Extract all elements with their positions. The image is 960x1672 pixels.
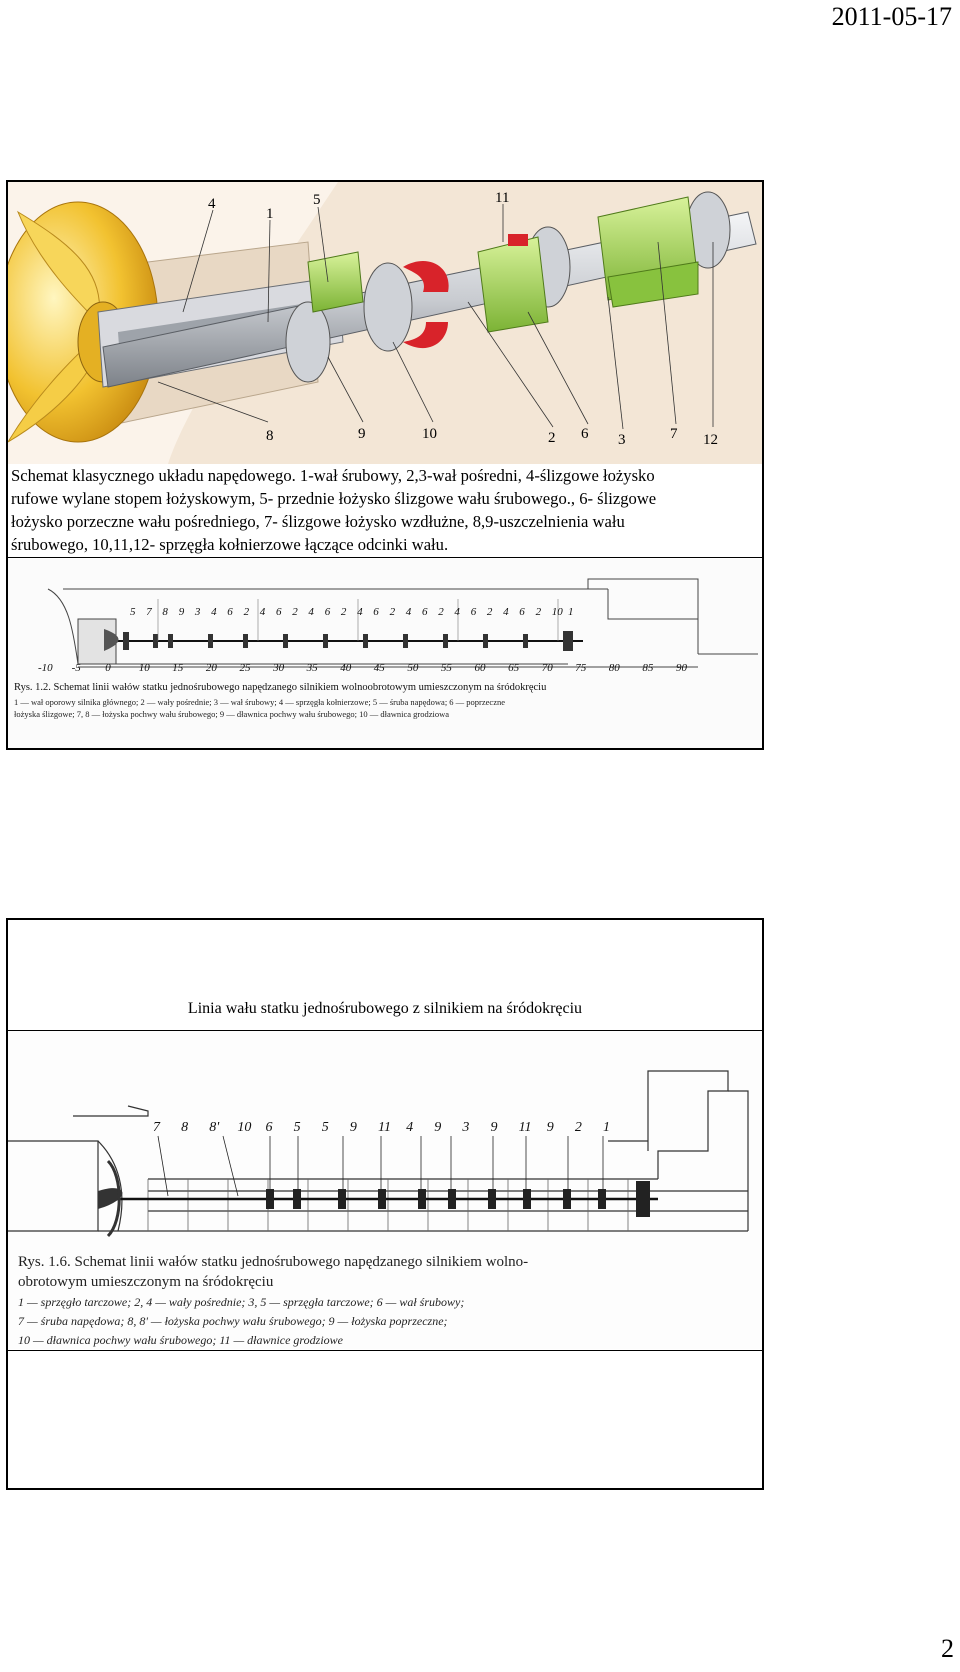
fig-1-6-top-label: 2 (574, 1120, 582, 1135)
fig-1-6-svg (8, 1031, 762, 1349)
fig-1-2-top-label: 10 (551, 606, 563, 618)
fig-1-2-top-label: 6 (324, 606, 331, 618)
page-number: 2 (941, 1634, 954, 1663)
fig-1-2-scale-label: 90 (676, 662, 687, 674)
fig-1-6-top-label: 9 (434, 1120, 442, 1135)
fig-1-6-legend-line: 7 — śruba napędowa; 8, 8' — łożyska pochwy wału śrubowego; 9 — łożyska poprzeczne; (18, 1314, 448, 1328)
fig-1-2-top-label: 6 (276, 606, 282, 618)
fig-1-2-legend-line: 1 — wał oporowy silnika głównego; 2 — wały pośrednie; 3 — wał śrubowy; 4 — sprzęgła kołnierzowe; 5 — śruba napędowa; 6 — poprzeczne (14, 697, 505, 707)
fig-1-2-top-label: 3 (194, 606, 201, 618)
divider (8, 557, 762, 558)
fig-1-2-top-label: 2 (389, 606, 396, 618)
fig-1-2-top-label: 6 (470, 606, 477, 618)
fig-1-2-scale-label: 70 (541, 662, 553, 674)
propulsion-system-illustration (8, 182, 762, 464)
fig-1-6-top-label: 8 (181, 1120, 189, 1135)
fig-1-2-scale-label: 55 (440, 662, 452, 674)
fig-1-2-caption-title: Rys. 1.2. Schemat linii wałów statku jednośrubowego napędzanego silnikiem wolnoobrotowym umieszczonym na śródokręciu (14, 682, 547, 693)
fig-1-2-scale-label: 75 (575, 662, 587, 674)
photo-label: 4 (208, 196, 216, 212)
caption-line: Schemat klasycznego układu napędowego. 1-wał śrubowy, 2,3-wał pośredni, 4-ślizgowe łożysko (11, 466, 655, 485)
fig-1-2-top-label: 6 (519, 606, 525, 618)
fig-1-2-scale-label: 30 (273, 662, 285, 674)
fig-1-6-legend-line: 10 — dławnica pochwy wału śrubowego; 11 — dławnice grodziowe (18, 1333, 343, 1347)
fig-1-6-top-label: 8' (209, 1120, 220, 1135)
photo-label: 2 (548, 430, 556, 446)
fig-1-2-top-label: 2 (486, 606, 493, 618)
photo-label: 5 (313, 192, 321, 208)
photo-label: 11 (495, 190, 510, 206)
fig-1-6-top-label: 3 (462, 1120, 470, 1135)
fig-1-2-scale-label: 25 (239, 662, 251, 674)
slide2-caption: Linia wału statku jednośrubowego z silnikiem na śródokręciu (187, 1000, 583, 1017)
fig-1-2-top-label: 1 (568, 606, 574, 618)
photo-label: 10 (422, 426, 437, 442)
fig-1-2-scale-label: 35 (306, 662, 318, 674)
fig-1-2-scale-label: 45 (373, 662, 385, 674)
fig-1-2-top-label: 2 (243, 606, 250, 618)
fig-1-2-legend-line: łożyska ślizgowe; 7, 8 — łożyska pochwy wału śrubowego; 9 — dławnica pochwy wału śrubowego; 10 — dławnica grodziowa (14, 709, 450, 719)
slide-single-screw-shaft-line (6, 918, 764, 1490)
fig-1-2-scale-label: 20 (205, 662, 217, 674)
date-header: 2011-05-17 (831, 2, 952, 31)
fig-1-2-top-label: 2 (340, 606, 347, 618)
fig-1-2-top-label: 7 (146, 606, 152, 618)
slide-propulsion-schematic (6, 180, 764, 750)
fig-1-2-scale-label: 60 (474, 662, 486, 674)
fig-1-2-top-label: 6 (227, 606, 233, 618)
fig-1-2-top-label: 2 (535, 606, 542, 618)
slide1-caption (11, 464, 759, 556)
fig-1-2-top-label: 4 (357, 606, 363, 618)
fig-1-2-scale-label: 50 (407, 662, 419, 674)
fig-1-6-top-label: 6 (265, 1120, 273, 1135)
photo-label: 9 (358, 426, 366, 442)
fig-1-2-scale-label: 15 (172, 662, 184, 674)
fig-1-2-top-label: 4 (211, 606, 217, 618)
fig-1-6-caption-line: obrotowym umieszczonym na śródokręciu (18, 1274, 274, 1290)
fig-1-2-top-label: 9 (178, 606, 185, 618)
fig-1-2-top-label: 6 (373, 606, 379, 618)
fig-1-6-top-label: 9 (349, 1120, 357, 1135)
fig-1-6-top-label: 11 (518, 1120, 532, 1135)
fig-1-2-top-label: 2 (292, 606, 298, 618)
caption-line: rufowe wylane stopem łożyskowym, 5- przednie łożysko ślizgowe wału śrubowego., 6- ślizgowe (11, 489, 657, 508)
fig-1-6-top-label: 4 (406, 1120, 414, 1135)
propulsion-illustration-svg (8, 182, 762, 464)
photo-label: 3 (618, 432, 626, 448)
fig-1-2-scale-label: 40 (340, 662, 352, 674)
fig-1-2-scale-label: 80 (608, 662, 620, 674)
fig-1-6-top-label: 1 (603, 1120, 610, 1135)
fig-1-2-svg (8, 559, 762, 748)
fig-1-6-top-label: 7 (153, 1120, 160, 1135)
fig-1-6-legend-line: 1 — sprzęgło tarczowe; 2, 4 — wały pośrednie; 3, 5 — sprzęgła tarczowe; 6 — wał śrubowy; (18, 1295, 465, 1309)
divider (8, 1350, 762, 1351)
photo-label: 12 (703, 432, 718, 448)
fig-1-6-top-label: 9 (546, 1120, 554, 1135)
fig-1-2-top-label: 8 (162, 606, 168, 618)
photo-label: 8 (266, 428, 274, 444)
fig-1-2-top-label: 4 (454, 606, 460, 618)
shaft-line-drawing-fig-1-2 (8, 559, 762, 748)
fig-1-6-top-label: 5 (321, 1120, 329, 1135)
caption-line: śrubowego, 10,11,12- sprzęgła kołnierzowe łączące odcinki wału. (11, 535, 449, 554)
photo-label: 7 (670, 426, 678, 442)
photo-label: 1 (266, 206, 274, 222)
fig-1-6-top-label: 10 (237, 1120, 252, 1135)
fig-1-2-top-label: 4 (503, 606, 509, 618)
fig-1-2-scale-label: 85 (642, 662, 654, 674)
fig-1-6-top-label: 9 (490, 1120, 498, 1135)
fig-1-2-scale-label: -5 (71, 662, 81, 674)
fig-1-2-top-label: 6 (422, 606, 428, 618)
fig-1-6-caption-line: Rys. 1.6. Schemat linii wałów statku jednośrubowego napędzanego silnikiem wolno- (18, 1254, 529, 1270)
fig-1-2-scale-label: 10 (138, 662, 150, 674)
fig-1-2-top-label: 2 (438, 606, 444, 618)
fig-1-2-top-label: 4 (259, 606, 266, 618)
photo-label: 6 (581, 426, 589, 442)
fig-1-2-scale-label: 0 (105, 662, 111, 674)
fig-1-2-scale-label: -10 (38, 662, 53, 674)
fig-1-6-top-label: 11 (378, 1120, 391, 1135)
fig-1-2-top-label: 4 (308, 606, 314, 618)
fig-1-2-top-label: 4 (405, 606, 412, 618)
caption-line: łożysko porzeczne wału pośredniego, 7- ślizgowe łożysko wzdłużne, 8,9-uszczelnienia wału (11, 512, 625, 531)
fig-1-2-scale-label: 65 (508, 662, 520, 674)
shaft-line-drawing-fig-1-6 (8, 1031, 762, 1349)
fig-1-2-top-label: 5 (130, 606, 136, 618)
fig-1-6-top-label: 5 (293, 1120, 301, 1135)
